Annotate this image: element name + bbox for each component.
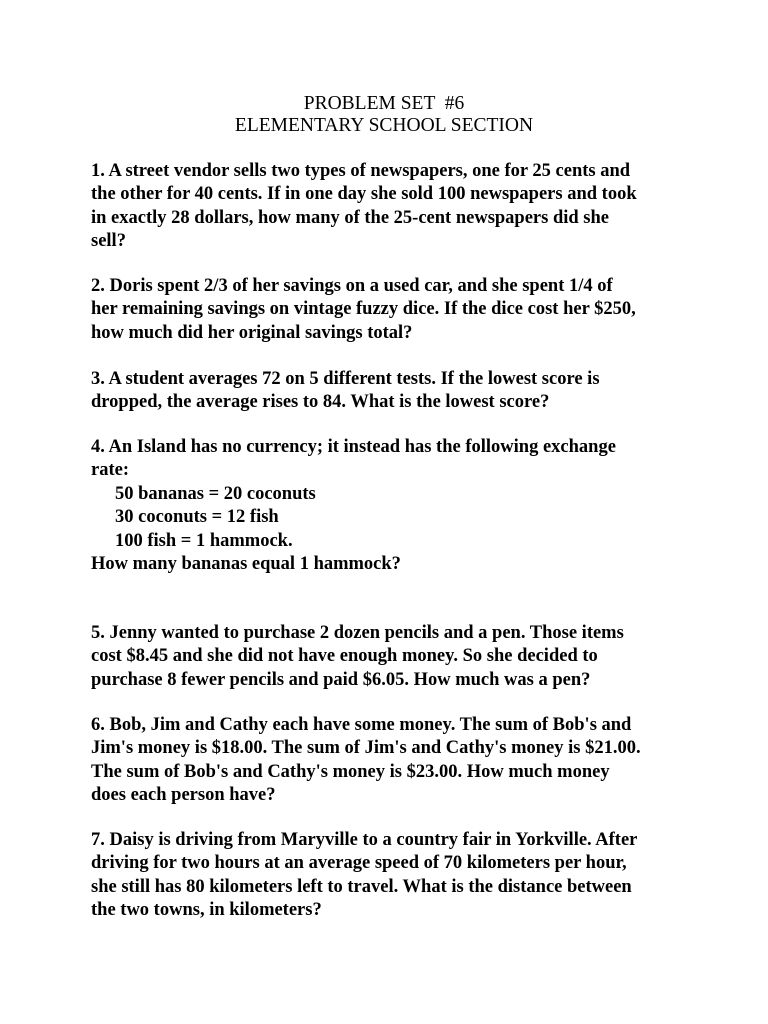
problem-3 xyxy=(91,368,691,415)
page-subtitle: ELEMENTARY SCHOOL SECTION xyxy=(234,115,534,136)
problem-line: 5. Jenny wanted to purchase 2 dozen pencils and a pen. Those items xyxy=(91,623,624,643)
problem-line: The sum of Bob's and Cathy's money is $23.00. How much money xyxy=(91,761,610,782)
problem-line: rate: xyxy=(91,460,129,481)
problem-line: her remaining savings on vintage fuzzy dice. If the dice cost her $250, xyxy=(91,299,636,320)
problem-line: does each person have? xyxy=(91,785,276,806)
problem-6 xyxy=(91,714,691,808)
problem-line: the other for 40 cents. If in one day she sold 100 newspapers and took xyxy=(91,184,637,205)
problem-line: 4. An Island has no currency; it instead has the following exchange xyxy=(91,437,616,457)
problem-line: 1. A street vendor sells two types of newspapers, one for 25 cents and xyxy=(91,161,631,181)
problem-line: 7. Daisy is driving from Maryville to a country fair in Yorkville. After xyxy=(91,830,638,850)
problem-4 xyxy=(91,436,691,576)
problem-line: driving for two hours at an average speed of 70 kilometers per hour, xyxy=(91,853,627,874)
problem-line: she still has 80 kilometers left to travel. What is the distance between xyxy=(91,876,632,897)
problem-line: in exactly 28 dollars, how many of the 25-cent newspapers did she xyxy=(91,207,610,228)
problem-line: how much did her original savings total? xyxy=(91,322,413,343)
problem-line: purchase 8 fewer pencils and paid $6.05. How much was a pen? xyxy=(91,669,591,690)
problem-2 xyxy=(91,275,691,345)
problem-7 xyxy=(91,829,691,923)
problem-line: the two towns, in kilometers? xyxy=(91,900,322,921)
exchange-rate-line: 30 coconuts = 12 fish xyxy=(115,507,279,528)
exchange-rate-line: 100 fish = 1 hammock. xyxy=(115,530,293,551)
page-title: PROBLEM SET #6 xyxy=(303,93,465,114)
problem-line: Jim's money is $18.00. The sum of Jim's and Cathy's money is $21.00. xyxy=(91,738,641,759)
exchange-rate-line: 50 bananas = 20 coconuts xyxy=(115,483,316,504)
problem-line: 6. Bob, Jim and Cathy each have some money. The sum of Bob's and xyxy=(91,715,632,735)
problem-line: 2. Doris spent 2/3 of her savings on a used car, and she spent 1/4 of xyxy=(91,276,613,296)
problem-line: 3. A student averages 72 on 5 different tests. If the lowest score is xyxy=(91,369,600,389)
problem-1 xyxy=(91,160,691,254)
problem-5 xyxy=(91,622,691,692)
problem-line: dropped, the average rises to 84. What is the lowest score? xyxy=(91,392,550,413)
problem-line: sell? xyxy=(91,231,126,252)
problem-line: How many bananas equal 1 hammock? xyxy=(91,554,401,575)
problem-line: cost $8.45 and she did not have enough money. So she decided to xyxy=(91,646,598,667)
page-header xyxy=(0,93,768,137)
